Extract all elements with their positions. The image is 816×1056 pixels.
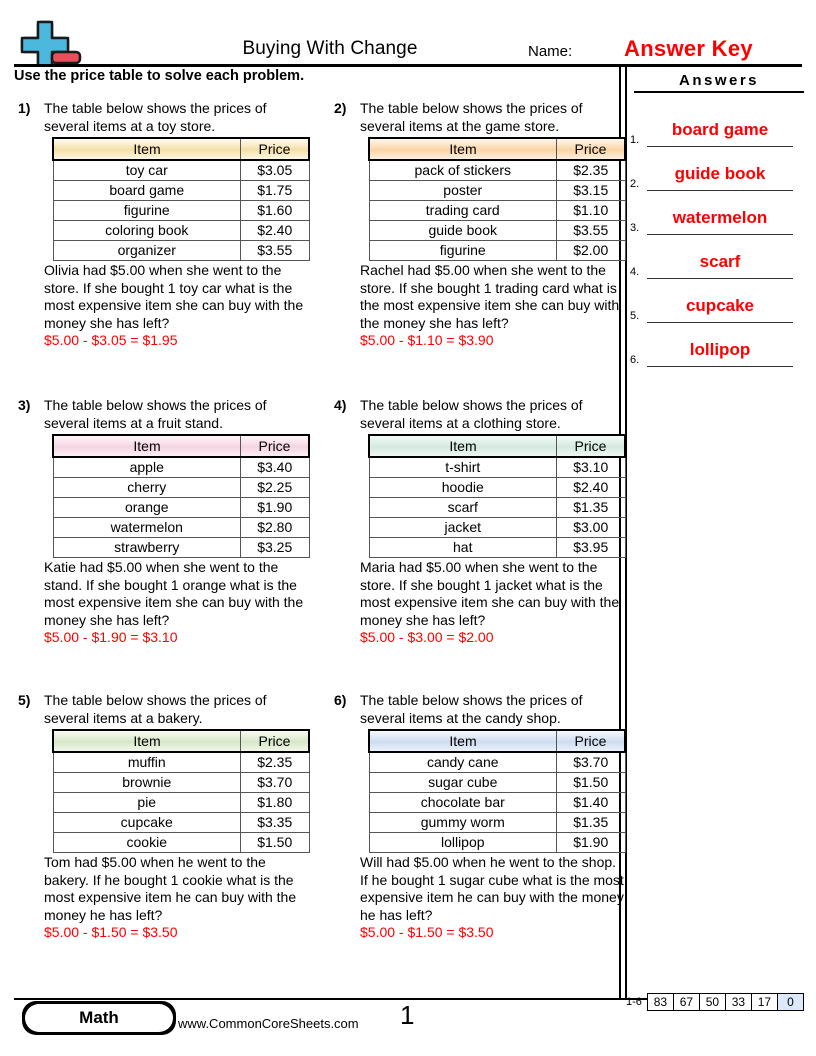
problem-1 <box>18 100 308 350</box>
table-row <box>53 498 309 518</box>
problem-work: $5.00 - $3.05 = $1.95 <box>44 332 178 348</box>
page-title: Buying With Change <box>242 38 418 59</box>
cell-price: $3.25 <box>241 538 310 558</box>
table-row <box>369 221 625 241</box>
problem-number: 5) <box>18 692 31 708</box>
score-box: 33 <box>725 993 751 1011</box>
name-label: Name: <box>528 43 573 60</box>
problem-4 <box>334 397 624 647</box>
cell-price: $1.60 <box>241 201 310 221</box>
cell-item: orange <box>53 498 241 518</box>
problem-body <box>44 692 308 942</box>
problem-body <box>360 397 624 647</box>
score-box: 67 <box>673 993 699 1011</box>
table-row <box>369 518 625 538</box>
cell-price: $1.35 <box>557 813 626 833</box>
cell-item: guide book <box>369 221 557 241</box>
problem-number: 1) <box>18 100 31 116</box>
table-row <box>53 201 309 221</box>
cell-price: $3.70 <box>557 752 626 773</box>
score-box: 50 <box>699 993 725 1011</box>
cell-item: pie <box>53 793 241 813</box>
cell-item: watermelon <box>53 518 241 538</box>
cell-item: muffin <box>53 752 241 773</box>
table-row <box>369 241 625 261</box>
table-row <box>369 793 625 813</box>
problem-question: Maria had $5.00 when she went to the store. If she bought 1 jacket what is the most expensive item she can buy with the money she has left? <box>360 559 620 628</box>
problem-prompt: The table below shows the prices of several items at a bakery. <box>44 692 267 726</box>
problem-work: $5.00 - $1.10 = $3.90 <box>360 332 494 348</box>
cell-item: apple <box>53 457 241 478</box>
cell-price: $2.35 <box>241 752 310 773</box>
table-header-row <box>53 138 309 160</box>
cell-item: sugar cube <box>369 773 557 793</box>
subject-badge <box>22 1001 176 1035</box>
problem-question: Rachel had $5.00 when she went to the store. If she bought 1 trading card what is the most expensive item she can buy with the money she has left? <box>360 262 620 331</box>
cell-item: chocolate bar <box>369 793 557 813</box>
cell-item: cupcake <box>53 813 241 833</box>
problem-number: 6) <box>334 692 347 708</box>
table-header-row <box>369 435 625 457</box>
answer-row <box>630 106 798 147</box>
table-row <box>369 538 625 558</box>
table-row <box>53 221 309 241</box>
cell-price: $1.90 <box>557 833 626 853</box>
table-row <box>53 160 309 181</box>
column-header-price: Price <box>557 138 626 160</box>
column-header-item: Item <box>53 730 241 752</box>
cell-item: board game <box>53 181 241 201</box>
cell-item: scarf <box>369 498 557 518</box>
score-strip <box>626 993 804 1011</box>
price-table <box>368 434 626 558</box>
score-box: 83 <box>647 993 673 1011</box>
subject-badge-label: Math <box>25 1004 173 1032</box>
cell-item: lollipop <box>369 833 557 853</box>
cell-item: hat <box>369 538 557 558</box>
answer-value[interactable]: guide book <box>647 160 793 191</box>
problem-body <box>44 100 308 350</box>
cell-item: gummy worm <box>369 813 557 833</box>
column-header-item: Item <box>369 138 557 160</box>
answer-row <box>630 238 798 279</box>
problem-6 <box>334 692 624 942</box>
table-row <box>369 752 625 773</box>
problem-body <box>360 100 624 350</box>
table-row <box>53 813 309 833</box>
cell-item: t-shirt <box>369 457 557 478</box>
table-row <box>53 752 309 773</box>
cell-price: $1.35 <box>557 498 626 518</box>
column-header-price: Price <box>557 435 626 457</box>
answer-number: 4. <box>630 266 640 278</box>
cell-item: figurine <box>369 241 557 261</box>
problem-5 <box>18 692 308 942</box>
cell-price: $1.90 <box>241 498 310 518</box>
score-box: 17 <box>751 993 777 1011</box>
answer-value[interactable]: scarf <box>647 248 793 279</box>
table-row <box>369 457 625 478</box>
cell-price: $1.40 <box>557 793 626 813</box>
answer-number: 5. <box>630 310 640 322</box>
problem-body <box>360 692 624 942</box>
answer-number: 1. <box>630 134 640 146</box>
problem-body <box>44 397 308 647</box>
cell-price: $3.55 <box>557 221 626 241</box>
answer-number: 2. <box>630 178 640 190</box>
cell-price: $3.40 <box>241 457 310 478</box>
problem-prompt: The table below shows the prices of several items at a clothing store. <box>360 397 583 431</box>
cell-price: $3.15 <box>557 181 626 201</box>
table-row <box>53 773 309 793</box>
cell-item: pack of stickers <box>369 160 557 181</box>
table-row <box>369 201 625 221</box>
column-header-item: Item <box>369 730 557 752</box>
cell-item: toy car <box>53 160 241 181</box>
column-header-item: Item <box>53 435 241 457</box>
cell-price: $3.05 <box>241 160 310 181</box>
answer-row <box>630 326 798 367</box>
problem-prompt: The table below shows the prices of several items at the candy shop. <box>360 692 583 726</box>
answer-number: 3. <box>630 222 640 234</box>
cell-price: $2.35 <box>557 160 626 181</box>
cell-item: jacket <box>369 518 557 538</box>
table-row <box>53 518 309 538</box>
table-row <box>53 793 309 813</box>
cell-item: coloring book <box>53 221 241 241</box>
cell-price: $3.70 <box>241 773 310 793</box>
table-row <box>53 181 309 201</box>
problem-prompt: The table below shows the prices of several items at a fruit stand. <box>44 397 267 431</box>
cell-price: $1.80 <box>241 793 310 813</box>
problem-2 <box>334 100 624 350</box>
cell-item: brownie <box>53 773 241 793</box>
problem-question: Will had $5.00 when he went to the shop. If he bought 1 sugar cube what is the most expensive item he can buy with the money he has left? <box>360 854 624 923</box>
problem-work: $5.00 - $1.50 = $3.50 <box>360 924 494 940</box>
cell-price: $1.50 <box>241 833 310 853</box>
answer-key-label: Answer Key <box>624 36 753 61</box>
problem-number: 4) <box>334 397 347 413</box>
cell-item: hoodie <box>369 478 557 498</box>
score-range-label: 1-6 <box>626 996 642 1008</box>
column-header-item: Item <box>369 435 557 457</box>
problem-question: Olivia had $5.00 when she went to the store. If she bought 1 toy car what is the most expensive item she can buy with the money she has left? <box>44 262 304 331</box>
table-row <box>369 813 625 833</box>
cell-price: $3.10 <box>557 457 626 478</box>
table-row <box>369 498 625 518</box>
table-row <box>53 241 309 261</box>
problem-question: Katie had $5.00 when she went to the stand. If she bought 1 orange what is the most expensive item she can buy with the money she has left? <box>44 559 304 628</box>
table-header-row <box>53 435 309 457</box>
cell-price: $2.80 <box>241 518 310 538</box>
cell-item: candy cane <box>369 752 557 773</box>
column-header-price: Price <box>241 435 310 457</box>
problem-work: $5.00 - $1.90 = $3.10 <box>44 629 178 645</box>
score-box: 0 <box>777 993 804 1011</box>
cell-price: $3.35 <box>241 813 310 833</box>
problem-number: 3) <box>18 397 31 413</box>
page-number: 1 <box>400 1000 415 1030</box>
cell-item: figurine <box>53 201 241 221</box>
problem-work: $5.00 - $1.50 = $3.50 <box>44 924 178 940</box>
column-header-price: Price <box>241 730 310 752</box>
table-row <box>53 478 309 498</box>
site-url: www.CommonCoreSheets.com <box>178 1016 359 1031</box>
column-header-item: Item <box>53 138 241 160</box>
cell-price: $1.50 <box>557 773 626 793</box>
table-header-row <box>53 730 309 752</box>
column-header-price: Price <box>241 138 310 160</box>
price-table <box>368 137 626 261</box>
table-header-row <box>369 730 625 752</box>
answer-value[interactable]: cupcake <box>647 292 793 323</box>
answer-value[interactable]: watermelon <box>647 204 793 235</box>
cell-item: cherry <box>53 478 241 498</box>
cell-item: poster <box>369 181 557 201</box>
answers-heading: Answers <box>634 72 804 93</box>
cell-price: $2.00 <box>557 241 626 261</box>
table-row <box>369 181 625 201</box>
instructions-text: Use the price table to solve each problem. <box>14 68 305 84</box>
cell-item: trading card <box>369 201 557 221</box>
cell-price: $2.40 <box>241 221 310 241</box>
price-table <box>52 729 310 853</box>
problem-work: $5.00 - $3.00 = $2.00 <box>360 629 494 645</box>
score-boxes <box>647 993 804 1011</box>
table-row <box>53 833 309 853</box>
header-divider <box>14 64 802 67</box>
answer-row <box>630 150 798 191</box>
answer-row <box>630 194 798 235</box>
cell-price: $1.75 <box>241 181 310 201</box>
problem-question: Tom had $5.00 when he went to the bakery. If he bought 1 cookie what is the most expensive item he can buy with the money he has left? <box>44 854 297 923</box>
cell-item: organizer <box>53 241 241 261</box>
table-row <box>369 478 625 498</box>
cell-price: $2.40 <box>557 478 626 498</box>
cell-item: cookie <box>53 833 241 853</box>
answer-row <box>630 282 798 323</box>
answer-value[interactable]: lollipop <box>647 336 793 367</box>
table-row <box>369 773 625 793</box>
cell-item: strawberry <box>53 538 241 558</box>
table-row <box>369 833 625 853</box>
problem-number: 2) <box>334 100 347 116</box>
page-header <box>0 0 816 66</box>
problem-prompt: The table below shows the prices of several items at the game store. <box>360 100 583 134</box>
price-table <box>52 137 310 261</box>
cell-price: $2.25 <box>241 478 310 498</box>
problem-3 <box>18 397 308 647</box>
table-row <box>53 538 309 558</box>
cell-price: $3.55 <box>241 241 310 261</box>
cell-price: $3.95 <box>557 538 626 558</box>
table-row <box>53 457 309 478</box>
table-header-row <box>369 138 625 160</box>
cell-price: $1.10 <box>557 201 626 221</box>
column-header-price: Price <box>557 730 626 752</box>
cell-price: $3.00 <box>557 518 626 538</box>
price-table <box>52 434 310 558</box>
answer-number: 6. <box>630 354 640 366</box>
table-row <box>369 160 625 181</box>
problem-prompt: The table below shows the prices of several items at a toy store. <box>44 100 267 134</box>
answer-value[interactable]: board game <box>647 116 793 147</box>
price-table <box>368 729 626 853</box>
